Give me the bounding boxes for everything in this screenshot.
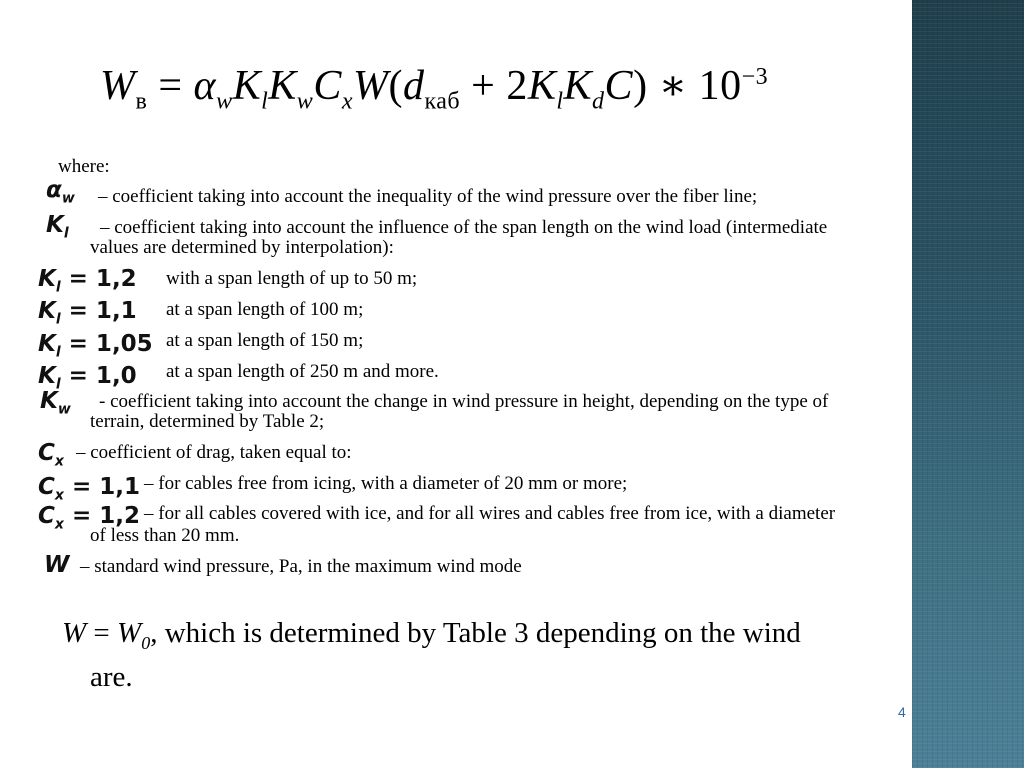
kw-description-cont: terrain, determined by Table 2; <box>90 411 325 432</box>
kw-description: - coefficient taking into account the change in wind pressure in height, depending on the type of <box>99 391 829 412</box>
kw-symbol: $K_w$ <box>40 388 71 418</box>
alpha-description: – coefficient taking into account the inequality of the wind pressure over the fiber line; <box>98 186 758 207</box>
kl-symbol: $K_l$ <box>46 212 69 242</box>
intro-where: where: <box>58 156 110 177</box>
cx-description: – coefficient of drag, taken equal to: <box>76 442 352 463</box>
cx-symbol: $C_x$ <box>38 440 64 470</box>
kl-equals-1-2: $K_l = 1,2$ <box>38 266 137 296</box>
conclusion-text: $W = W_0$, which is determined by Table 3 depending on the wind are. <box>62 617 801 693</box>
kl-1-05-text: at a span length of 150 m; <box>166 330 364 351</box>
w-description: – standard wind pressure, Pa, in the maximum wind mode <box>80 556 522 577</box>
cx-equals-1-2: $C_x = 1,2$ <box>38 503 140 533</box>
kl-1-0-text: at a span length of 250 m and more. <box>166 361 439 382</box>
kl-equals-1-0: $K_l = 1,0$ <box>38 363 137 393</box>
cx-1-2-text-cont: of less than 20 mm. <box>90 525 240 546</box>
page-number: 4 <box>898 704 906 720</box>
cx-1-1-text: – for cables free from icing, with a diameter of 20 mm or more; <box>144 473 628 494</box>
kl-equals-1-05: $K_l = 1,05$ <box>38 331 153 361</box>
kl-description-cont: values are determined by interpolation): <box>90 237 394 258</box>
main-formula: $W_в = \alpha_wK_lK_wC_xW(d_{каб} + 2K_lK_dC)$ ∗ $10^{-3}$ <box>100 63 769 115</box>
cx-1-2-text: – for all cables covered with ice, and for all wires and cables free from ice, with a diameter <box>144 503 836 524</box>
kl-1-2-text: with a span length of up to 50 m; <box>166 268 418 289</box>
cx-equals-1-1: $C_x = 1,1$ <box>38 474 140 504</box>
kl-1-1-text: at a span length of 100 m; <box>166 299 364 320</box>
w-symbol: W <box>44 552 70 578</box>
kl-equals-1-1: $K_l = 1,1$ <box>38 298 137 328</box>
alpha-w-symbol: $\alpha_w$ <box>46 177 75 207</box>
kl-description: – coefficient taking into account the influence of the span length on the wind load (intermediate <box>100 217 828 238</box>
